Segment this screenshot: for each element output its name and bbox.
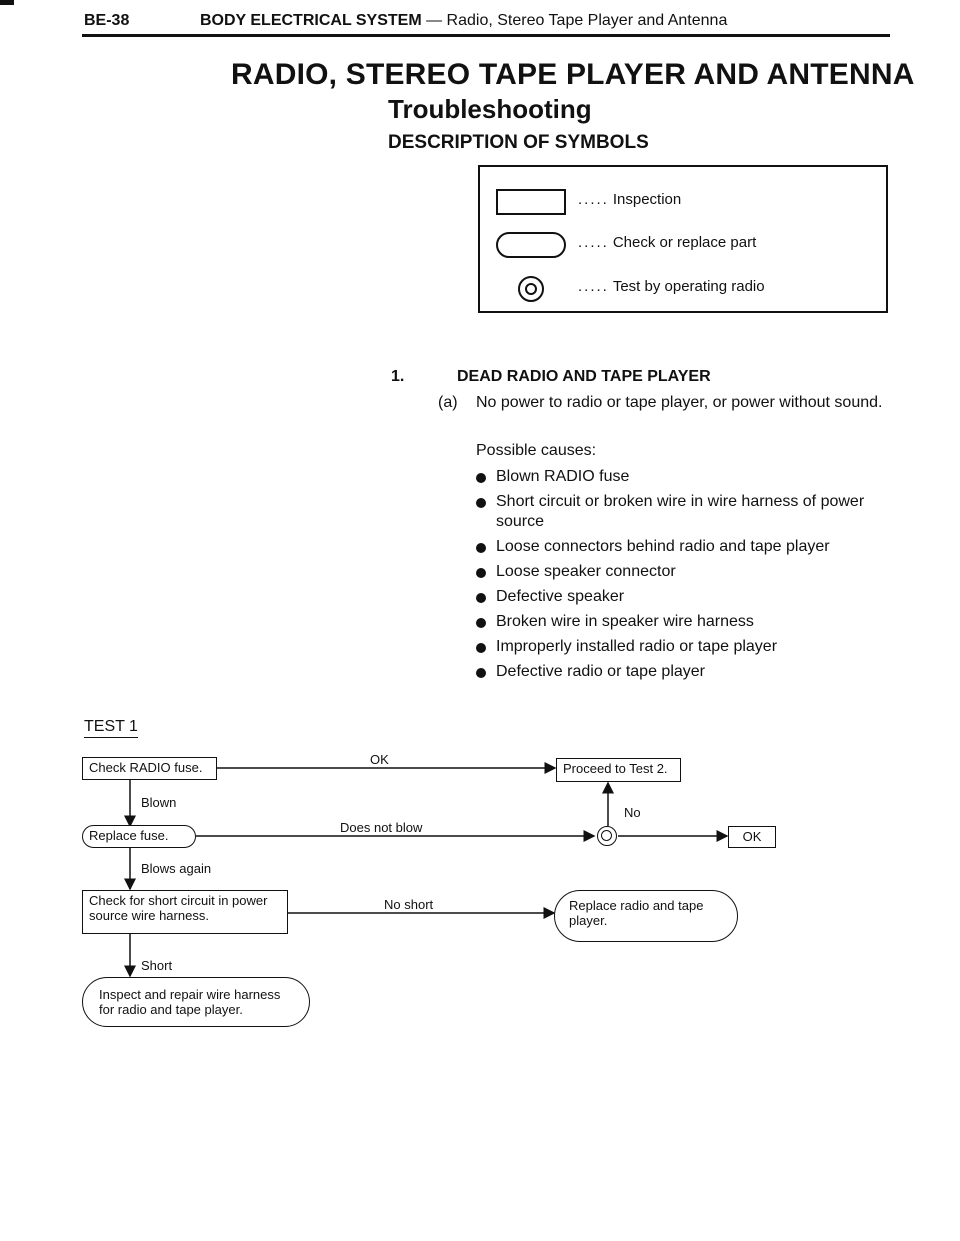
running-header-topic: — Radio, Stereo Tape Player and Antenna xyxy=(421,12,728,29)
node-proceed-test-2: Proceed to Test 2. xyxy=(556,758,681,782)
node-test-radio xyxy=(597,826,617,846)
edge-label-no: No xyxy=(624,805,641,820)
sub-item-label: (a) xyxy=(438,394,458,411)
list-item: Improperly installed radio or tape player xyxy=(476,637,896,657)
subsection-title: DEAD RADIO AND TAPE PLAYER xyxy=(457,368,711,385)
page-subtitle: Troubleshooting xyxy=(388,94,592,124)
legend-text: Test by operating radio xyxy=(612,278,765,295)
edge-label-blown: Blown xyxy=(141,795,177,810)
list-item: Defective speaker xyxy=(476,587,896,607)
edge-label-ok: OK xyxy=(370,752,389,767)
page-number: BE-38 xyxy=(84,12,130,29)
node-ok: OK xyxy=(728,826,776,848)
list-item: Broken wire in speaker wire harness xyxy=(476,612,896,632)
section-heading: DESCRIPTION OF SYMBOLS xyxy=(388,132,649,153)
list-item: Loose speaker connector xyxy=(476,562,896,582)
subsection-number: 1. xyxy=(391,368,405,385)
edge-label-blows-again: Blows again xyxy=(141,861,212,876)
node-replace-radio: Replace radio and tape player. xyxy=(554,890,738,942)
legend-text: Inspection xyxy=(612,191,682,208)
legend-dots: ..... xyxy=(578,191,609,208)
sub-item-text: No power to radio or tape player, or power without sound. xyxy=(476,394,883,411)
node-replace-fuse: Replace fuse. xyxy=(82,825,196,848)
test-1-label: TEST 1 xyxy=(84,718,138,738)
list-item: Defective radio or tape player xyxy=(476,662,896,682)
page-title: RADIO, STEREO TAPE PLAYER AND ANTENNA xyxy=(231,58,915,91)
running-header-section: BODY ELECTRICAL SYSTEM xyxy=(200,12,422,29)
legend-dots: ..... xyxy=(578,278,609,295)
legend-text: Check or replace part xyxy=(612,234,757,251)
edge-label-short: Short xyxy=(141,958,173,973)
list-item: Blown RADIO fuse xyxy=(476,467,896,487)
node-check-radio-fuse: Check RADIO fuse. xyxy=(82,757,217,780)
legend-dots: ..... xyxy=(578,234,609,251)
node-check-short-circuit: Check for short circuit in power source wire harness. xyxy=(82,890,288,934)
edge-label-does-not-blow: Does not blow xyxy=(340,820,423,835)
node-inspect-repair: Inspect and repair wire harness for radio and tape player. xyxy=(82,977,310,1027)
list-item: Loose connectors behind radio and tape player xyxy=(476,537,896,557)
list-item: Short circuit or broken wire in wire harness of power source xyxy=(476,492,896,532)
possible-causes-label: Possible causes: xyxy=(476,442,597,459)
edge-label-no-short: No short xyxy=(384,897,434,912)
